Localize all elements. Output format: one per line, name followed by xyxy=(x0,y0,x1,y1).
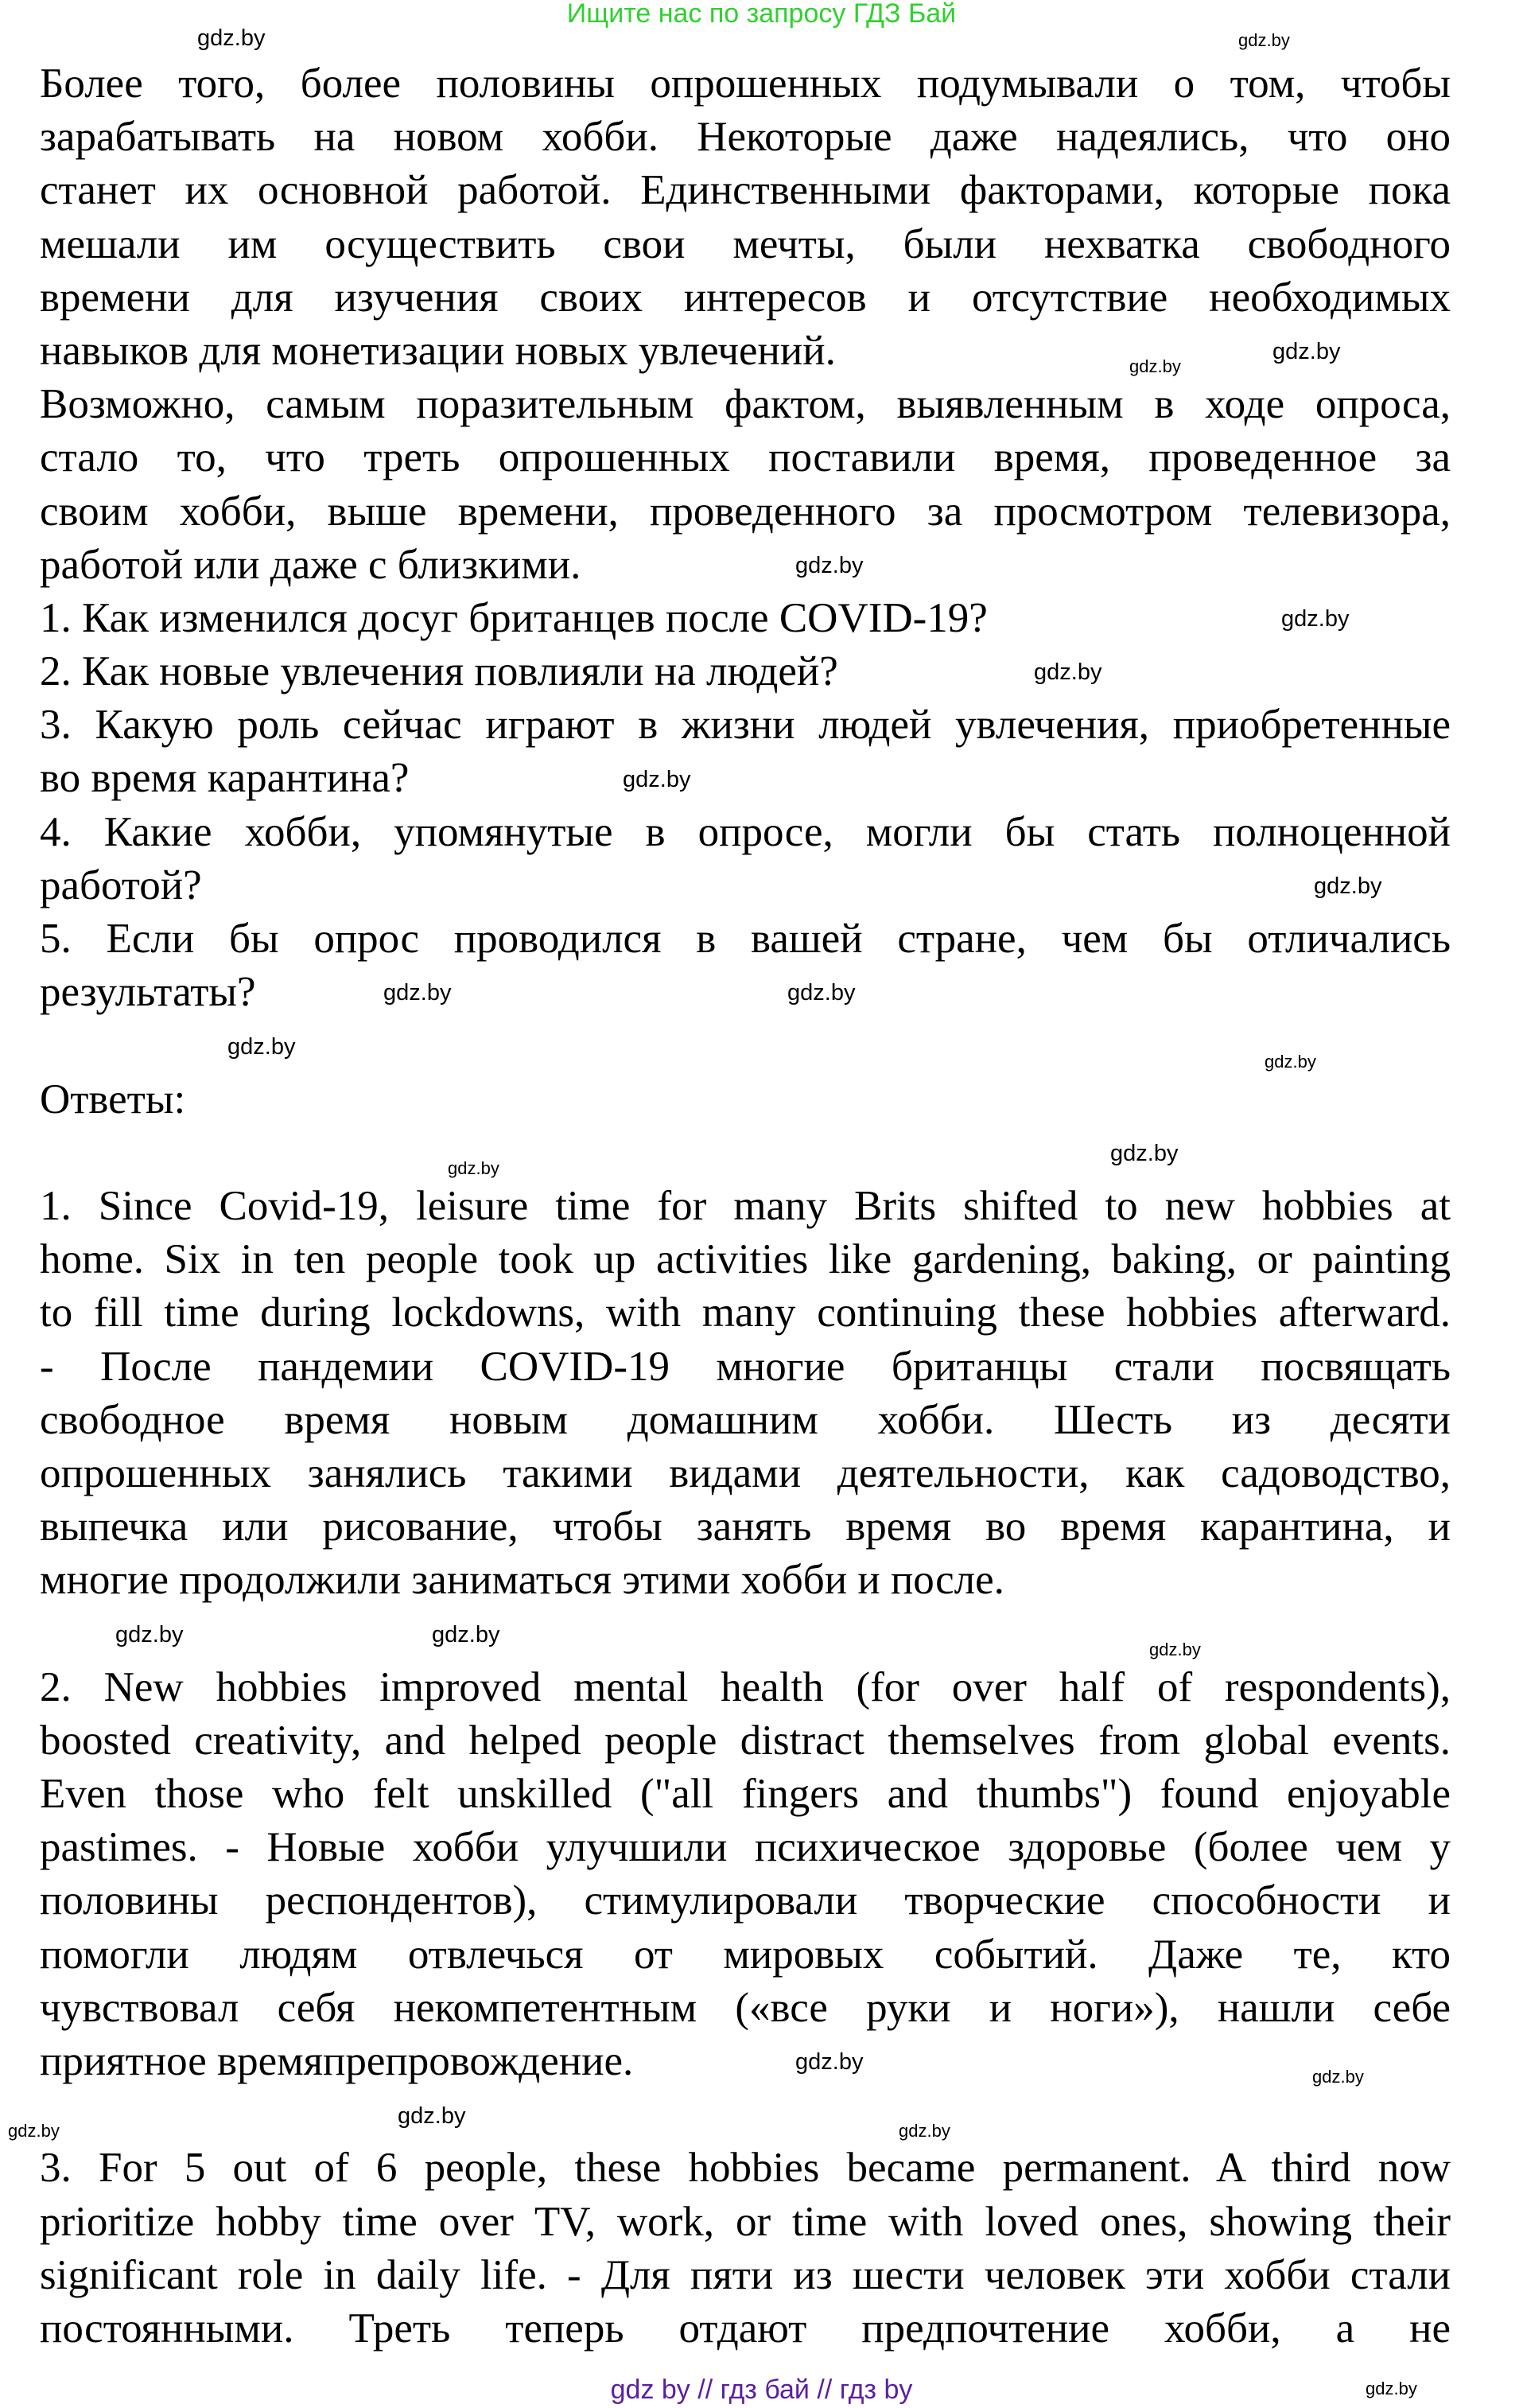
watermark-text: gdz.by xyxy=(1312,2067,1364,2087)
text-line: 5. Если бы опрос проводился в вашей стране, чем бы отличались xyxy=(40,916,1451,962)
question-3 xyxy=(40,698,1451,805)
watermark-text: gdz.by xyxy=(115,1622,184,1647)
text-line: работой или даже с близкими. xyxy=(40,541,581,588)
watermark-text: gdz.by xyxy=(1366,2379,1417,2398)
watermark-text: gdz.by xyxy=(1110,1141,1179,1166)
text-line: 2. Как новые увлечения повлияли на людей? xyxy=(40,648,838,695)
answer-2 xyxy=(40,1661,1451,2089)
text-line: - После пандемии COVID-19 многие британцы стали посвящать xyxy=(40,1343,1451,1390)
text-line: Even those who felt unskilled ("all fingers and thumbs") found enjoyable xyxy=(40,1771,1451,1817)
watermark-text: gdz.by xyxy=(899,2121,950,2141)
watermark-text: gdz.by xyxy=(795,2049,864,2075)
text-line: Ответы: xyxy=(40,1076,186,1122)
text-line: стало то, что треть опрошенных поставили время, проведенное за xyxy=(40,434,1451,481)
answer-1 xyxy=(40,1180,1451,1608)
text-line: выпечка или рисование, чтобы занять время во время карантина, и xyxy=(40,1504,1451,1550)
watermark-text: gdz.by xyxy=(383,980,452,1006)
answers-heading xyxy=(40,1073,1451,1126)
paragraph-fact xyxy=(40,378,1451,592)
text-line: 1. Как изменился досуг британцев после COVID-19? xyxy=(40,594,988,641)
footer-site-links[interactable]: gdz by // гдз бай // гдз by xyxy=(610,2375,913,2405)
text-line: 3. For 5 out of 6 people, these hobbies became permanent. A third now xyxy=(40,2145,1451,2192)
watermark-text: gdz.by xyxy=(8,2121,60,2141)
text-line: приятное времяпрепровождение. xyxy=(40,2037,634,2084)
text-line: prioritize hobby time over TV, work, or time with loved ones, showing their xyxy=(40,2198,1451,2245)
text-line: постоянными. Треть теперь отдают предпочтение хобби, а не xyxy=(40,2305,1451,2352)
watermark-text: gdz.by xyxy=(448,1158,499,1178)
text-line: навыков для монетизации новых увлечений. xyxy=(40,327,836,374)
text-line: работой? xyxy=(40,862,202,908)
text-line: significant role in daily life. - Для пяти из шести человек эти хобби стали xyxy=(40,2251,1451,2298)
document-body xyxy=(40,57,1451,2355)
text-line: 1. Since Covid-19, leisure time for many Brits shifted to new hobbies at xyxy=(40,1182,1451,1229)
text-line: to fill time during lockdowns, with many continuing these hobbies afterward. xyxy=(40,1290,1451,1336)
text-line: свободное время новым домашним хобби. Шесть из десяти xyxy=(40,1396,1451,1443)
text-line: помогли людям отвлечься от мировых событий. Даже те, кто xyxy=(40,1931,1451,1978)
spacer xyxy=(40,1126,1451,1180)
text-line: Возможно, самым поразительным фактом, выявленным в ходе опроса, xyxy=(40,381,1451,428)
watermark-text: gdz.by xyxy=(1314,873,1382,899)
question-4 xyxy=(40,806,1451,912)
text-line: Более того, более половины опрошенных подумывали о том, чтобы xyxy=(40,60,1451,107)
watermark-text: gdz.by xyxy=(1149,1640,1201,1659)
watermark-text: gdz.by xyxy=(1238,30,1290,50)
text-line: 4. Какие хобби, упомянутые в опросе, могли бы стать полноценной xyxy=(40,808,1451,855)
text-line: результаты? xyxy=(40,969,256,1016)
text-line: boosted creativity, and helped people distract themselves from global events. xyxy=(40,1717,1451,1764)
watermark-text: gdz.by xyxy=(1281,606,1350,632)
watermark-text: gdz.by xyxy=(1272,339,1341,364)
paragraph-intro xyxy=(40,57,1451,378)
site-search-banner[interactable]: Ищите нас по запросу ГДЗ Бай xyxy=(566,0,957,29)
text-line: своим хобби, выше времени, проведенного за просмотром телевизора, xyxy=(40,488,1451,535)
watermark-text: gdz.by xyxy=(227,1034,296,1060)
text-line: половины респондентов), стимулировали творческие способности и xyxy=(40,1877,1451,1924)
text-line: 3. Какую роль сейчас играют в жизни людей увлечения, приобретенные xyxy=(40,702,1451,749)
text-line: многие продолжили заниматься этими хобби и после. xyxy=(40,1557,1004,1604)
watermark-text: gdz.by xyxy=(1265,1052,1316,1072)
text-line: зарабатывать на новом хобби. Некоторые даже надеялись, что оно xyxy=(40,114,1451,161)
answer-3 xyxy=(40,2142,1451,2355)
watermark-text: gdz.by xyxy=(1129,356,1181,376)
spacer xyxy=(40,2088,1451,2142)
question-2 xyxy=(40,645,1451,698)
watermark-text: gdz.by xyxy=(398,2103,466,2129)
watermark-text: gdz.by xyxy=(197,25,266,51)
watermark-text: gdz.by xyxy=(795,553,864,578)
text-line: во время карантина? xyxy=(40,755,410,802)
text-line: pastimes. - Новые хобби улучшили психическое здоровье (более чем у xyxy=(40,1824,1451,1871)
question-5 xyxy=(40,912,1451,1019)
text-line: 2. New hobbies improved mental health (for over half of respondents), xyxy=(40,1663,1451,1710)
text-line: чувствовал себя некомпетентным («все руки и ноги»), нашли себе xyxy=(40,1984,1451,2031)
watermark-text: gdz.by xyxy=(623,767,691,792)
watermark-text: gdz.by xyxy=(432,1622,500,1647)
watermark-text: gdz.by xyxy=(1034,659,1102,685)
question-1 xyxy=(40,592,1451,645)
text-line: времени для изучения своих интересов и отсутствие необходимых xyxy=(40,274,1451,321)
text-line: home. Six in ten people took up activities like gardening, baking, or painting xyxy=(40,1236,1451,1283)
text-line: станет их основной работой. Единственными факторами, которые пока xyxy=(40,167,1451,214)
text-line: мешали им осуществить свои мечты, были нехватка свободного xyxy=(40,220,1451,267)
spacer xyxy=(40,1607,1451,1660)
watermark-text: gdz.by xyxy=(787,980,856,1006)
text-line: опрошенных занялись такими видами деятельности, как садоводство, xyxy=(40,1449,1451,1496)
